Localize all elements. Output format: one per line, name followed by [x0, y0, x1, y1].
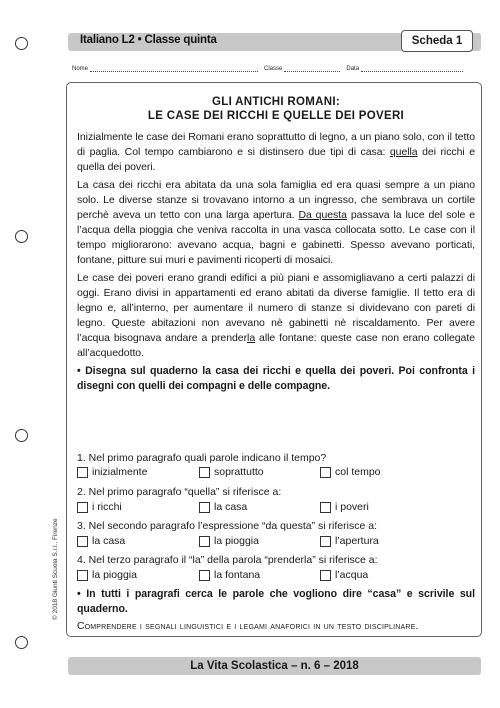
- worksheet-number-badge: Scheda 1: [401, 30, 473, 52]
- underlined-da-questa: Da questa: [298, 209, 347, 221]
- copyright-credit: © 2018 Giunti Scuola S.r.l., Firenze: [52, 518, 59, 620]
- checkbox[interactable]: [199, 536, 210, 547]
- class-label: Classe: [264, 66, 283, 72]
- reading-text: [77, 130, 475, 397]
- answer-option[interactable]: la casa: [199, 500, 247, 514]
- question-3: 3. Nel secondo paragrafo l’espressione “da questa” si riferisce a:: [77, 520, 377, 532]
- underlined-la: la: [247, 332, 256, 344]
- checkbox[interactable]: [320, 536, 331, 547]
- checkbox[interactable]: [320, 570, 331, 581]
- answer-option[interactable]: la pioggia: [199, 534, 259, 548]
- binder-hole-upper: [15, 230, 28, 243]
- question-3-options: [77, 534, 477, 548]
- date-label: Data: [346, 66, 360, 72]
- question-1: 1. Nel primo paragrafo quali parole indicano il tempo?: [77, 452, 327, 464]
- checkbox[interactable]: [77, 502, 88, 513]
- question-2: 2. Nel primo paragrafo “quella” si riferisce a:: [77, 486, 282, 498]
- answer-option[interactable]: col tempo: [320, 465, 381, 479]
- answer-option[interactable]: l’acqua: [320, 568, 368, 582]
- task-draw: • Disegna sul quaderno la casa dei ricchi e quella dei poveri. Poi confronta i disegni con quelli dei compagni e delle compagne.: [77, 365, 475, 392]
- date-field[interactable]: [361, 67, 463, 72]
- learning-objective: Comprendere i segnali linguistici e i legami anaforici in un testo disciplinare.: [77, 621, 419, 632]
- paragraph-1: Inizialmente le case dei Romani erano soprattutto di legno, a un piano solo, con il tetto di paglia. Col tempo cambiarono e si distinsero due tipi di casa: quella dei ricchi e quella dei poveri.: [77, 131, 475, 173]
- question-1-options: [77, 465, 477, 479]
- answer-option[interactable]: la fontana: [199, 568, 260, 582]
- question-2-options: [77, 500, 477, 514]
- class-field[interactable]: [284, 67, 340, 72]
- checkbox[interactable]: [199, 502, 210, 513]
- title-line-1: GLI ANTICHI ROMANI:: [212, 96, 340, 108]
- name-label: Nome: [72, 66, 89, 72]
- answer-option[interactable]: l’apertura: [320, 534, 379, 548]
- task-find-words: • In tutti i paragrafi cerca le parole che vogliono dire “casa” e scrivile sul quaderno.: [77, 588, 475, 615]
- underlined-quella: quella: [389, 146, 418, 158]
- answer-option[interactable]: inizialmente: [77, 465, 147, 479]
- answer-option[interactable]: la casa: [77, 534, 125, 548]
- checkbox[interactable]: [77, 467, 88, 478]
- question-4: 4. Nel terzo paragrafo il “la” della parola “prenderla” si riferisce a:: [77, 554, 378, 566]
- name-field[interactable]: [90, 67, 258, 72]
- paragraph-2: La casa dei ricchi era abitata da una sola famiglia ed era quasi sempre a un piano solo. Le diverse stanze si trovavano intorno a un ingresso, che sembrava un cortile perchè aveva un tetto con una larga apertura. Da questa passava la luce del sole e l’acqua della pioggia che veniva raccolta in una vasca collocata sotto. Le case con il tempo migliorarono: avevano acqua, bagni e gabinetti. Spesso avevano porticati, fontane, pitture sui muri e pavimenti ricoperti di mosaici.: [77, 179, 475, 266]
- checkbox[interactable]: [320, 467, 331, 478]
- answer-option[interactable]: la pioggia: [77, 568, 137, 582]
- footer-bar: La Vita Scolastica – n. 6 – 2018: [68, 657, 481, 675]
- title-line-2: LE CASE DEI RICCHI E QUELLE DEI POVERI: [147, 110, 405, 122]
- binder-hole-top: [15, 37, 28, 50]
- checkbox[interactable]: [77, 536, 88, 547]
- answer-option[interactable]: i ricchi: [77, 500, 122, 514]
- checkbox[interactable]: [77, 570, 88, 581]
- paragraph-3: Le case dei poveri erano grandi edifici a più piani e assomigliavano a certi palazzi di oggi. Erano divisi in appartamenti ed erano abitati da diverse famiglie. Il tetto era di legno e, all’interno, per aumentare il numero di stanze si dividevano con pareti di legno. Queste abitazioni non avevano nè gabinetti nè riscaldamento. Per avere l’acqua bisognava andare a prenderla alle fontane: queste case non erano collegate all’acquedotto.: [77, 272, 475, 359]
- answer-option[interactable]: i poveri: [320, 500, 369, 514]
- binder-hole-lower: [15, 429, 28, 442]
- binder-hole-bottom: [15, 636, 28, 649]
- question-4-options: [77, 568, 477, 582]
- header-title: Italiano L2 • Classe quinta: [80, 34, 217, 46]
- checkbox[interactable]: [320, 502, 331, 513]
- checkbox[interactable]: [199, 570, 210, 581]
- checkbox[interactable]: [199, 467, 210, 478]
- answer-option[interactable]: soprattutto: [199, 465, 264, 479]
- student-info-fields: [72, 66, 482, 72]
